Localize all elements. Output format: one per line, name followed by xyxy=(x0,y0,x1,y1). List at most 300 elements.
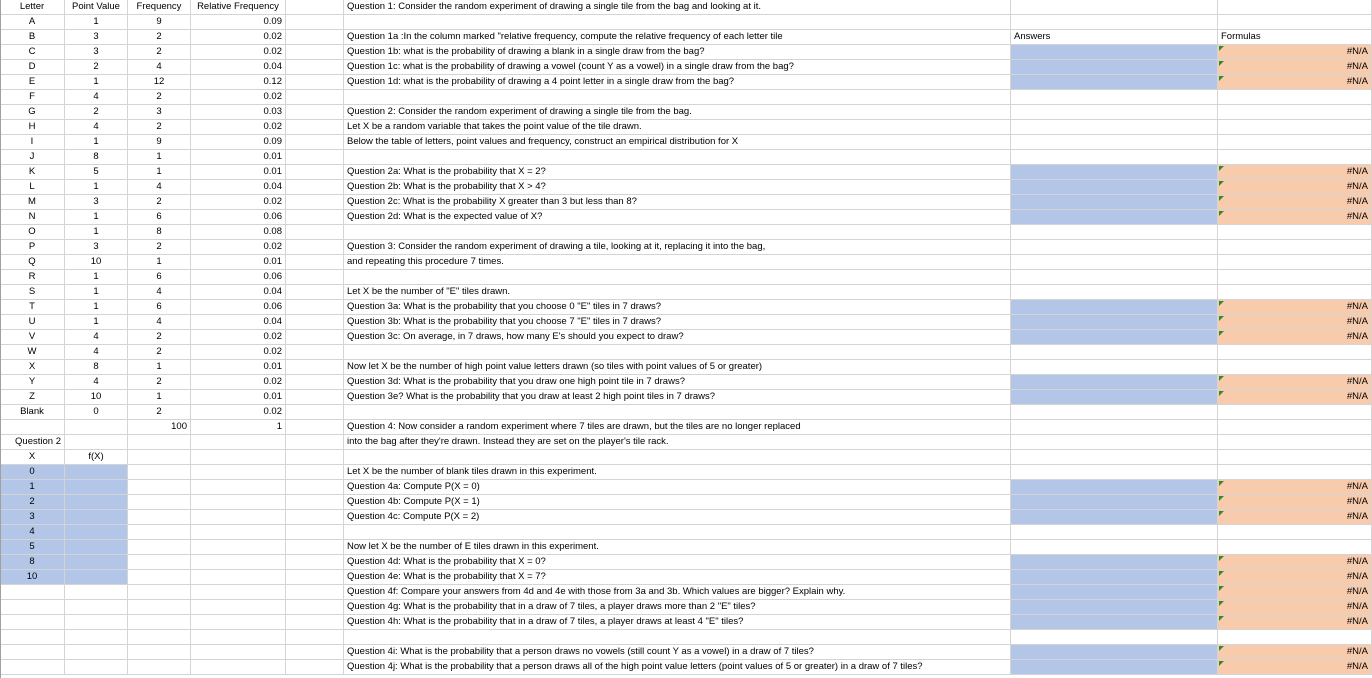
cell-h28[interactable] xyxy=(1218,405,1372,420)
answer-input[interactable] xyxy=(1011,585,1218,600)
cell-a36[interactable]: 4 xyxy=(0,525,65,540)
cell-e6[interactable] xyxy=(286,75,344,90)
cell-b2[interactable]: 1 xyxy=(65,15,128,30)
cell-c19[interactable]: 6 xyxy=(128,270,191,285)
cell-d1[interactable]: Relative Frequency xyxy=(191,0,286,15)
cell-e32[interactable] xyxy=(286,465,344,480)
cell-e31[interactable] xyxy=(286,450,344,465)
cell-e30[interactable] xyxy=(286,435,344,450)
answer-input[interactable] xyxy=(1011,315,1218,330)
cell-g25[interactable] xyxy=(1011,360,1218,375)
cell-g10[interactable] xyxy=(1011,135,1218,150)
cell-a40[interactable] xyxy=(0,585,65,600)
cell-b12[interactable]: 5 xyxy=(65,165,128,180)
cell-d30[interactable] xyxy=(191,435,286,450)
cell-c27[interactable]: 1 xyxy=(128,390,191,405)
cell-h1[interactable] xyxy=(1218,0,1372,15)
cell-d40[interactable] xyxy=(191,585,286,600)
cell-a39[interactable]: 10 xyxy=(0,570,65,585)
answer-input[interactable] xyxy=(1011,300,1218,315)
cell-b9[interactable]: 4 xyxy=(65,120,128,135)
cell-g9[interactable] xyxy=(1011,120,1218,135)
cell-e41[interactable] xyxy=(286,600,344,615)
cell-d10[interactable]: 0.09 xyxy=(191,135,286,150)
formula-cell[interactable]: #N/A xyxy=(1218,660,1372,675)
formula-cell[interactable]: #N/A xyxy=(1218,45,1372,60)
cell-d13[interactable]: 0.04 xyxy=(191,180,286,195)
cell-g16[interactable] xyxy=(1011,225,1218,240)
cell-b31[interactable]: f(X) xyxy=(65,450,128,465)
cell-c22[interactable]: 4 xyxy=(128,315,191,330)
cell-d15[interactable]: 0.06 xyxy=(191,210,286,225)
cell-e5[interactable] xyxy=(286,60,344,75)
cell-c29[interactable]: 100 xyxy=(128,420,191,435)
cell-a43[interactable] xyxy=(0,630,65,645)
cell-c15[interactable]: 6 xyxy=(128,210,191,225)
formula-cell[interactable]: #N/A xyxy=(1218,60,1372,75)
cell-a22[interactable]: U xyxy=(0,315,65,330)
cell-h25[interactable] xyxy=(1218,360,1372,375)
cell-c44[interactable] xyxy=(128,645,191,660)
formula-cell[interactable]: #N/A xyxy=(1218,165,1372,180)
cell-b4[interactable]: 3 xyxy=(65,45,128,60)
cell-a28[interactable]: Blank xyxy=(0,405,65,420)
cell-e34[interactable] xyxy=(286,495,344,510)
cell-a19[interactable]: R xyxy=(0,270,65,285)
cell-b28[interactable]: 0 xyxy=(65,405,128,420)
cell-b22[interactable]: 1 xyxy=(65,315,128,330)
cell-b30[interactable] xyxy=(65,435,128,450)
cell-e19[interactable] xyxy=(286,270,344,285)
cell-c23[interactable]: 2 xyxy=(128,330,191,345)
cell-e43[interactable] xyxy=(286,630,344,645)
cell-g24[interactable] xyxy=(1011,345,1218,360)
answer-input[interactable] xyxy=(1011,330,1218,345)
cell-h30[interactable] xyxy=(1218,435,1372,450)
cell-d16[interactable]: 0.08 xyxy=(191,225,286,240)
cell-b8[interactable]: 2 xyxy=(65,105,128,120)
fx-input-4[interactable] xyxy=(65,525,128,540)
cell-c5[interactable]: 4 xyxy=(128,60,191,75)
cell-b25[interactable]: 8 xyxy=(65,360,128,375)
cell-b13[interactable]: 1 xyxy=(65,180,128,195)
cell-a35[interactable]: 3 xyxy=(0,510,65,525)
answer-input[interactable] xyxy=(1011,180,1218,195)
fx-input-10[interactable] xyxy=(65,570,128,585)
cell-e20[interactable] xyxy=(286,285,344,300)
cell-f28[interactable] xyxy=(344,405,1011,420)
cell-d7[interactable]: 0.02 xyxy=(191,90,286,105)
cell-a26[interactable]: Y xyxy=(0,375,65,390)
cell-c6[interactable]: 12 xyxy=(128,75,191,90)
cell-a25[interactable]: X xyxy=(0,360,65,375)
cell-e23[interactable] xyxy=(286,330,344,345)
cell-d18[interactable]: 0.01 xyxy=(191,255,286,270)
cell-b11[interactable]: 8 xyxy=(65,150,128,165)
cell-c14[interactable]: 2 xyxy=(128,195,191,210)
cell-e7[interactable] xyxy=(286,90,344,105)
cell-c39[interactable] xyxy=(128,570,191,585)
cell-d21[interactable]: 0.06 xyxy=(191,300,286,315)
cell-d20[interactable]: 0.04 xyxy=(191,285,286,300)
cell-c31[interactable] xyxy=(128,450,191,465)
cell-e13[interactable] xyxy=(286,180,344,195)
answer-input[interactable] xyxy=(1011,165,1218,180)
cell-b24[interactable]: 4 xyxy=(65,345,128,360)
cell-b44[interactable] xyxy=(65,645,128,660)
cell-c17[interactable]: 2 xyxy=(128,240,191,255)
cell-c2[interactable]: 9 xyxy=(128,15,191,30)
cell-e9[interactable] xyxy=(286,120,344,135)
formula-cell[interactable]: #N/A xyxy=(1218,555,1372,570)
cell-b3[interactable]: 3 xyxy=(65,30,128,45)
answer-input[interactable] xyxy=(1011,510,1218,525)
cell-g11[interactable] xyxy=(1011,150,1218,165)
cell-b41[interactable] xyxy=(65,600,128,615)
cell-d3[interactable]: 0.02 xyxy=(191,30,286,45)
cell-h9[interactable] xyxy=(1218,120,1372,135)
cell-e44[interactable] xyxy=(286,645,344,660)
cell-h36[interactable] xyxy=(1218,525,1372,540)
answer-input[interactable] xyxy=(1011,75,1218,90)
cell-b17[interactable]: 3 xyxy=(65,240,128,255)
cell-d4[interactable]: 0.02 xyxy=(191,45,286,60)
cell-c38[interactable] xyxy=(128,555,191,570)
fx-input-5[interactable] xyxy=(65,540,128,555)
cell-d42[interactable] xyxy=(191,615,286,630)
formula-cell[interactable]: #N/A xyxy=(1218,600,1372,615)
cell-c28[interactable]: 2 xyxy=(128,405,191,420)
cell-e40[interactable] xyxy=(286,585,344,600)
fx-input-0[interactable] xyxy=(65,465,128,480)
formula-cell[interactable]: #N/A xyxy=(1218,210,1372,225)
cell-h31[interactable] xyxy=(1218,450,1372,465)
cell-a23[interactable]: V xyxy=(0,330,65,345)
cell-h20[interactable] xyxy=(1218,285,1372,300)
cell-a33[interactable]: 1 xyxy=(0,480,65,495)
cell-f11[interactable] xyxy=(344,150,1011,165)
answer-input[interactable] xyxy=(1011,390,1218,405)
cell-c13[interactable]: 4 xyxy=(128,180,191,195)
cell-h29[interactable] xyxy=(1218,420,1372,435)
cell-d43[interactable] xyxy=(191,630,286,645)
cell-c8[interactable]: 3 xyxy=(128,105,191,120)
cell-d11[interactable]: 0.01 xyxy=(191,150,286,165)
cell-a12[interactable]: K xyxy=(0,165,65,180)
cell-e24[interactable] xyxy=(286,345,344,360)
cell-c11[interactable]: 1 xyxy=(128,150,191,165)
cell-a38[interactable]: 8 xyxy=(0,555,65,570)
cell-b26[interactable]: 4 xyxy=(65,375,128,390)
cell-c16[interactable]: 8 xyxy=(128,225,191,240)
cell-h19[interactable] xyxy=(1218,270,1372,285)
cell-e33[interactable] xyxy=(286,480,344,495)
cell-c9[interactable]: 2 xyxy=(128,120,191,135)
cell-d19[interactable]: 0.06 xyxy=(191,270,286,285)
formula-cell[interactable]: #N/A xyxy=(1218,375,1372,390)
cell-a37[interactable]: 5 xyxy=(0,540,65,555)
cell-d34[interactable] xyxy=(191,495,286,510)
cell-b42[interactable] xyxy=(65,615,128,630)
cell-a18[interactable]: Q xyxy=(0,255,65,270)
cell-d27[interactable]: 0.01 xyxy=(191,390,286,405)
cell-e26[interactable] xyxy=(286,375,344,390)
cell-d24[interactable]: 0.02 xyxy=(191,345,286,360)
cell-d39[interactable] xyxy=(191,570,286,585)
cell-d36[interactable] xyxy=(191,525,286,540)
cell-e35[interactable] xyxy=(286,510,344,525)
cell-f36[interactable] xyxy=(344,525,1011,540)
cell-h43[interactable] xyxy=(1218,630,1372,645)
cell-c45[interactable] xyxy=(128,660,191,675)
cell-b43[interactable] xyxy=(65,630,128,645)
cell-b5[interactable]: 2 xyxy=(65,60,128,75)
cell-a14[interactable]: M xyxy=(0,195,65,210)
cell-d2[interactable]: 0.09 xyxy=(191,15,286,30)
cell-d31[interactable] xyxy=(191,450,286,465)
cell-e15[interactable] xyxy=(286,210,344,225)
cell-a16[interactable]: O xyxy=(0,225,65,240)
formula-cell[interactable]: #N/A xyxy=(1218,330,1372,345)
cell-h11[interactable] xyxy=(1218,150,1372,165)
cell-e17[interactable] xyxy=(286,240,344,255)
cell-e37[interactable] xyxy=(286,540,344,555)
cell-b14[interactable]: 3 xyxy=(65,195,128,210)
cell-c43[interactable] xyxy=(128,630,191,645)
cell-e12[interactable] xyxy=(286,165,344,180)
cell-d41[interactable] xyxy=(191,600,286,615)
cell-e22[interactable] xyxy=(286,315,344,330)
cell-a21[interactable]: T xyxy=(0,300,65,315)
cell-b40[interactable] xyxy=(65,585,128,600)
cell-e3[interactable] xyxy=(286,30,344,45)
formula-cell[interactable]: #N/A xyxy=(1218,180,1372,195)
cell-a34[interactable]: 2 xyxy=(0,495,65,510)
cell-a5[interactable]: D xyxy=(0,60,65,75)
cell-f31[interactable] xyxy=(344,450,1011,465)
formula-cell[interactable]: #N/A xyxy=(1218,645,1372,660)
cell-h32[interactable] xyxy=(1218,465,1372,480)
formula-cell[interactable]: #N/A xyxy=(1218,315,1372,330)
cell-c36[interactable] xyxy=(128,525,191,540)
cell-f16[interactable] xyxy=(344,225,1011,240)
cell-g28[interactable] xyxy=(1011,405,1218,420)
cell-d29[interactable]: 1 xyxy=(191,420,286,435)
cell-a44[interactable] xyxy=(0,645,65,660)
cell-c40[interactable] xyxy=(128,585,191,600)
cell-e28[interactable] xyxy=(286,405,344,420)
cell-d23[interactable]: 0.02 xyxy=(191,330,286,345)
cell-h7[interactable] xyxy=(1218,90,1372,105)
cell-e38[interactable] xyxy=(286,555,344,570)
cell-e29[interactable] xyxy=(286,420,344,435)
cell-c3[interactable]: 2 xyxy=(128,30,191,45)
cell-d33[interactable] xyxy=(191,480,286,495)
cell-a30[interactable]: Question 2 xyxy=(0,435,65,450)
cell-b19[interactable]: 1 xyxy=(65,270,128,285)
cell-a13[interactable]: L xyxy=(0,180,65,195)
cell-h37[interactable] xyxy=(1218,540,1372,555)
cell-c21[interactable]: 6 xyxy=(128,300,191,315)
cell-c25[interactable]: 1 xyxy=(128,360,191,375)
cell-d35[interactable] xyxy=(191,510,286,525)
cell-d44[interactable] xyxy=(191,645,286,660)
cell-c30[interactable] xyxy=(128,435,191,450)
cell-b7[interactable]: 4 xyxy=(65,90,128,105)
cell-b29[interactable] xyxy=(65,420,128,435)
cell-g29[interactable] xyxy=(1011,420,1218,435)
cell-a29[interactable] xyxy=(0,420,65,435)
cell-h17[interactable] xyxy=(1218,240,1372,255)
cell-d6[interactable]: 0.12 xyxy=(191,75,286,90)
cell-f24[interactable] xyxy=(344,345,1011,360)
cell-g30[interactable] xyxy=(1011,435,1218,450)
cell-b6[interactable]: 1 xyxy=(65,75,128,90)
cell-c34[interactable] xyxy=(128,495,191,510)
cell-e45[interactable] xyxy=(286,660,344,675)
cell-h24[interactable] xyxy=(1218,345,1372,360)
fx-input-2[interactable] xyxy=(65,495,128,510)
cell-d25[interactable]: 0.01 xyxy=(191,360,286,375)
cell-c1[interactable]: Frequency xyxy=(128,0,191,15)
cell-a20[interactable]: S xyxy=(0,285,65,300)
cell-a42[interactable] xyxy=(0,615,65,630)
cell-h10[interactable] xyxy=(1218,135,1372,150)
formula-cell[interactable]: #N/A xyxy=(1218,480,1372,495)
formula-cell[interactable]: #N/A xyxy=(1218,195,1372,210)
cell-d8[interactable]: 0.03 xyxy=(191,105,286,120)
cell-b15[interactable]: 1 xyxy=(65,210,128,225)
cell-e25[interactable] xyxy=(286,360,344,375)
cell-a4[interactable]: C xyxy=(0,45,65,60)
cell-c41[interactable] xyxy=(128,600,191,615)
answer-input[interactable] xyxy=(1011,375,1218,390)
cell-c24[interactable]: 2 xyxy=(128,345,191,360)
formula-cell[interactable]: #N/A xyxy=(1218,585,1372,600)
cell-d12[interactable]: 0.01 xyxy=(191,165,286,180)
cell-e36[interactable] xyxy=(286,525,344,540)
cell-e18[interactable] xyxy=(286,255,344,270)
cell-e11[interactable] xyxy=(286,150,344,165)
cell-a10[interactable]: I xyxy=(0,135,65,150)
cell-g20[interactable] xyxy=(1011,285,1218,300)
answer-input[interactable] xyxy=(1011,60,1218,75)
cell-b21[interactable]: 1 xyxy=(65,300,128,315)
cell-a6[interactable]: E xyxy=(0,75,65,90)
cell-a15[interactable]: N xyxy=(0,210,65,225)
cell-a3[interactable]: B xyxy=(0,30,65,45)
cell-b45[interactable] xyxy=(65,660,128,675)
cell-c4[interactable]: 2 xyxy=(128,45,191,60)
cell-b27[interactable]: 10 xyxy=(65,390,128,405)
cell-d28[interactable]: 0.02 xyxy=(191,405,286,420)
formula-cell[interactable]: #N/A xyxy=(1218,75,1372,90)
cell-c26[interactable]: 2 xyxy=(128,375,191,390)
cell-c7[interactable]: 2 xyxy=(128,90,191,105)
cell-d38[interactable] xyxy=(191,555,286,570)
cell-c37[interactable] xyxy=(128,540,191,555)
cell-h18[interactable] xyxy=(1218,255,1372,270)
answer-input[interactable] xyxy=(1011,600,1218,615)
answer-input[interactable] xyxy=(1011,195,1218,210)
cell-c18[interactable]: 1 xyxy=(128,255,191,270)
cell-d37[interactable] xyxy=(191,540,286,555)
cell-d45[interactable] xyxy=(191,660,286,675)
cell-a31[interactable]: X xyxy=(0,450,65,465)
cell-d5[interactable]: 0.04 xyxy=(191,60,286,75)
cell-h2[interactable] xyxy=(1218,15,1372,30)
cell-c32[interactable] xyxy=(128,465,191,480)
cell-d9[interactable]: 0.02 xyxy=(191,120,286,135)
cell-e4[interactable] xyxy=(286,45,344,60)
cell-c35[interactable] xyxy=(128,510,191,525)
formula-cell[interactable]: #N/A xyxy=(1218,300,1372,315)
cell-f43[interactable] xyxy=(344,630,1011,645)
cell-b10[interactable]: 1 xyxy=(65,135,128,150)
cell-e2[interactable] xyxy=(286,15,344,30)
cell-h8[interactable] xyxy=(1218,105,1372,120)
answer-input[interactable] xyxy=(1011,210,1218,225)
cell-e10[interactable] xyxy=(286,135,344,150)
cell-a32[interactable]: 0 xyxy=(0,465,65,480)
formula-cell[interactable]: #N/A xyxy=(1218,390,1372,405)
fx-input-1[interactable] xyxy=(65,480,128,495)
cell-d22[interactable]: 0.04 xyxy=(191,315,286,330)
cell-f19[interactable] xyxy=(344,270,1011,285)
cell-g32[interactable] xyxy=(1011,465,1218,480)
formula-cell[interactable]: #N/A xyxy=(1218,495,1372,510)
cell-e21[interactable] xyxy=(286,300,344,315)
cell-b20[interactable]: 1 xyxy=(65,285,128,300)
cell-c20[interactable]: 4 xyxy=(128,285,191,300)
cell-c33[interactable] xyxy=(128,480,191,495)
cell-e8[interactable] xyxy=(286,105,344,120)
cell-b23[interactable]: 4 xyxy=(65,330,128,345)
cell-g2[interactable] xyxy=(1011,15,1218,30)
formula-cell[interactable]: #N/A xyxy=(1218,615,1372,630)
formula-cell[interactable]: #N/A xyxy=(1218,510,1372,525)
answer-input[interactable] xyxy=(1011,615,1218,630)
cell-h3[interactable]: Formulas xyxy=(1218,30,1372,45)
cell-b1[interactable]: Point Value xyxy=(65,0,128,15)
fx-input-3[interactable] xyxy=(65,510,128,525)
cell-g1[interactable] xyxy=(1011,0,1218,15)
cell-a8[interactable]: G xyxy=(0,105,65,120)
cell-d26[interactable]: 0.02 xyxy=(191,375,286,390)
answer-input[interactable] xyxy=(1011,570,1218,585)
answer-input[interactable] xyxy=(1011,480,1218,495)
answer-input[interactable] xyxy=(1011,45,1218,60)
cell-f7[interactable] xyxy=(344,90,1011,105)
cell-e16[interactable] xyxy=(286,225,344,240)
cell-e27[interactable] xyxy=(286,390,344,405)
cell-g8[interactable] xyxy=(1011,105,1218,120)
cell-a27[interactable]: Z xyxy=(0,390,65,405)
formula-cell[interactable]: #N/A xyxy=(1218,570,1372,585)
cell-e1[interactable] xyxy=(286,0,344,15)
cell-c42[interactable] xyxy=(128,615,191,630)
cell-c12[interactable]: 1 xyxy=(128,165,191,180)
cell-e42[interactable] xyxy=(286,615,344,630)
cell-a11[interactable]: J xyxy=(0,150,65,165)
fx-input-8[interactable] xyxy=(65,555,128,570)
cell-d14[interactable]: 0.02 xyxy=(191,195,286,210)
cell-h16[interactable] xyxy=(1218,225,1372,240)
cell-b16[interactable]: 1 xyxy=(65,225,128,240)
cell-e14[interactable] xyxy=(286,195,344,210)
cell-g7[interactable] xyxy=(1011,90,1218,105)
cell-g17[interactable] xyxy=(1011,240,1218,255)
